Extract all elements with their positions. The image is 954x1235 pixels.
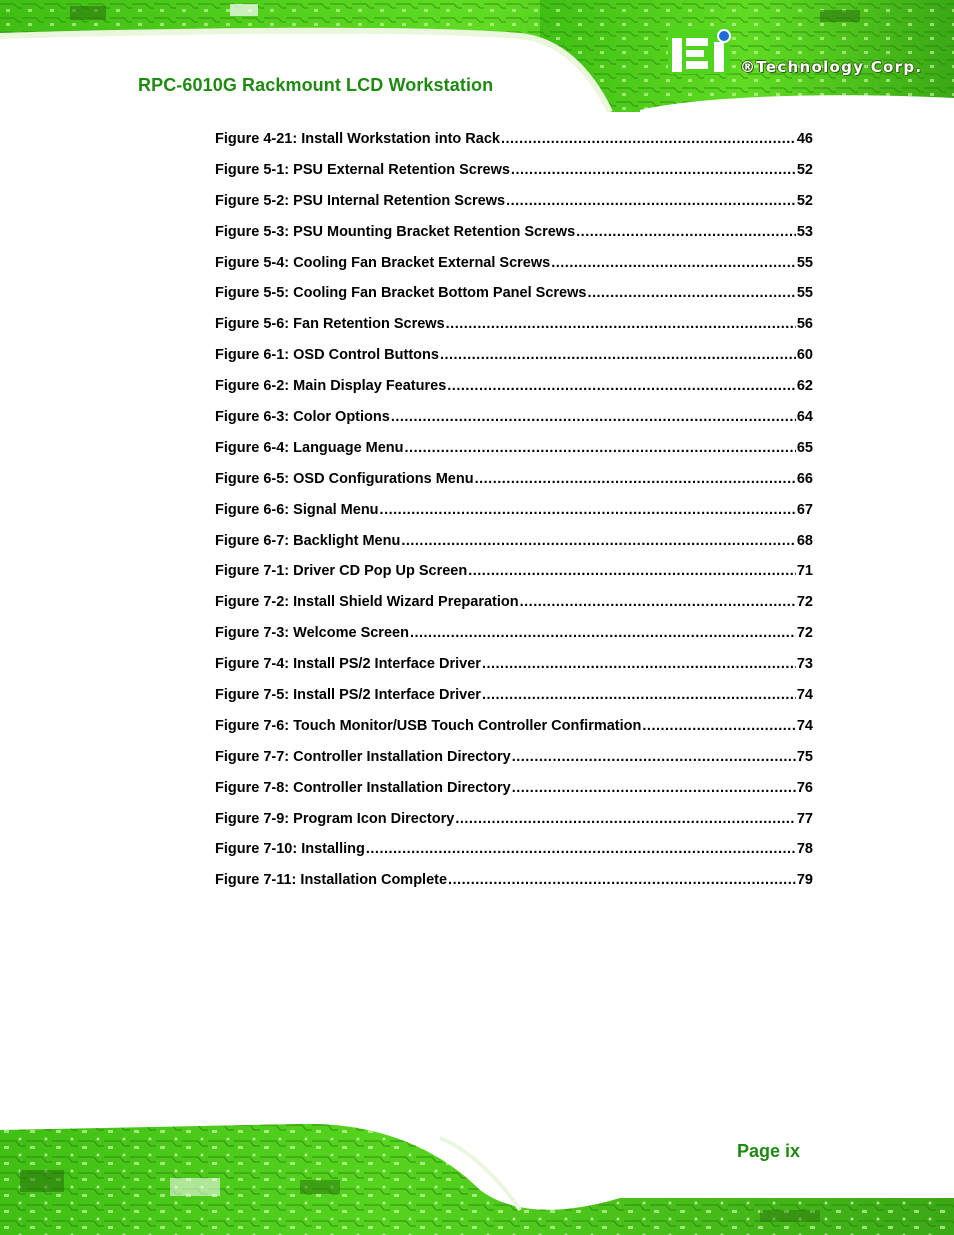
toc-page-number: 52 bbox=[796, 161, 813, 178]
toc-label: Figure 7-1: Driver CD Pop Up Screen bbox=[215, 563, 468, 580]
toc-entry[interactable] bbox=[215, 471, 813, 502]
toc-entry[interactable] bbox=[215, 131, 813, 162]
document-title: RPC-6010G Rackmount LCD Workstation bbox=[138, 75, 494, 95]
dot-leader bbox=[551, 255, 796, 271]
dot-leader bbox=[391, 409, 796, 425]
toc-entry[interactable] bbox=[215, 563, 813, 594]
toc-page-number: 55 bbox=[796, 254, 813, 271]
toc-page-number: 67 bbox=[796, 501, 813, 518]
toc-page-number: 53 bbox=[796, 223, 813, 240]
toc-entry[interactable] bbox=[215, 255, 813, 286]
toc-entry[interactable] bbox=[215, 841, 813, 872]
toc-entry[interactable] bbox=[215, 378, 813, 409]
toc-label: Figure 7-9: Program Icon Directory bbox=[215, 810, 455, 827]
dot-leader bbox=[380, 502, 796, 518]
toc-page-number: 74 bbox=[796, 717, 813, 734]
toc-page-number: 52 bbox=[796, 192, 813, 209]
toc-page-number: 71 bbox=[796, 563, 813, 580]
toc-label: Figure 7-11: Installation Complete bbox=[215, 872, 448, 889]
toc-label: Figure 7-2: Install Shield Wizard Preparation bbox=[215, 594, 519, 611]
toc-label: Figure 6-7: Backlight Menu bbox=[215, 532, 401, 549]
dot-leader bbox=[576, 224, 796, 240]
dot-leader bbox=[455, 811, 796, 827]
dot-leader bbox=[587, 285, 795, 301]
toc-entry[interactable] bbox=[215, 872, 813, 903]
dot-leader bbox=[475, 471, 796, 487]
toc-label: Figure 5-5: Cooling Fan Bracket Bottom Panel Screws bbox=[215, 285, 587, 302]
dot-leader bbox=[482, 656, 796, 672]
toc-label: Figure 5-1: PSU External Retention Screws bbox=[215, 161, 510, 178]
toc-label: Figure 7-6: Touch Monitor/USB Touch Controller Confirmation bbox=[215, 717, 642, 734]
toc-page-number: 74 bbox=[796, 687, 813, 704]
toc-entry[interactable] bbox=[215, 780, 813, 811]
dot-leader bbox=[512, 780, 796, 796]
toc-page-number: 72 bbox=[796, 625, 813, 642]
toc-entry[interactable] bbox=[215, 316, 813, 347]
list-of-figures bbox=[215, 131, 813, 903]
toc-page-number: 66 bbox=[796, 470, 813, 487]
toc-page-number: 77 bbox=[796, 810, 813, 827]
toc-page-number: 78 bbox=[796, 841, 813, 858]
toc-page-number: 73 bbox=[796, 656, 813, 673]
toc-entry[interactable] bbox=[215, 409, 813, 440]
toc-label: Figure 5-4: Cooling Fan Bracket External Screws bbox=[215, 254, 551, 271]
dot-leader bbox=[511, 162, 796, 178]
toc-label: Figure 7-4: Install PS/2 Interface Driver bbox=[215, 656, 481, 673]
toc-page-number: 75 bbox=[796, 748, 813, 765]
dot-leader bbox=[440, 347, 796, 363]
toc-entry[interactable] bbox=[215, 193, 813, 224]
toc-entry[interactable] bbox=[215, 718, 813, 749]
toc-page-number: 56 bbox=[796, 316, 813, 333]
toc-label: Figure 5-2: PSU Internal Retention Screws bbox=[215, 192, 506, 209]
toc-entry[interactable] bbox=[215, 347, 813, 378]
toc-page-number: 72 bbox=[796, 594, 813, 611]
dot-leader bbox=[642, 718, 795, 734]
toc-label: Figure 7-7: Controller Installation Directory bbox=[215, 748, 511, 765]
toc-entry[interactable] bbox=[215, 224, 813, 255]
toc-label: Figure 7-5: Install PS/2 Interface Driver bbox=[215, 687, 481, 704]
toc-label: Figure 6-6: Signal Menu bbox=[215, 501, 379, 518]
toc-label: Figure 6-3: Color Options bbox=[215, 409, 390, 426]
toc-page-number: 62 bbox=[796, 378, 813, 395]
toc-label: Figure 6-5: OSD Configurations Menu bbox=[215, 470, 474, 487]
toc-label: Figure 6-1: OSD Control Buttons bbox=[215, 347, 439, 364]
dot-leader bbox=[405, 440, 796, 456]
toc-label: Figure 7-10: Installing bbox=[215, 841, 365, 858]
dot-leader bbox=[501, 131, 796, 147]
dot-leader bbox=[448, 872, 796, 888]
toc-entry[interactable] bbox=[215, 502, 813, 533]
toc-page-number: 65 bbox=[796, 439, 813, 456]
dot-leader bbox=[482, 687, 796, 703]
page-number: Page ix bbox=[737, 1141, 801, 1161]
toc-entry[interactable] bbox=[215, 440, 813, 471]
brand-logo-text: ®Technology Corp. bbox=[740, 58, 923, 76]
toc-label: Figure 7-3: Welcome Screen bbox=[215, 625, 409, 642]
toc-entry[interactable] bbox=[215, 749, 813, 780]
dot-leader bbox=[520, 594, 796, 610]
toc-entry[interactable] bbox=[215, 811, 813, 842]
dot-leader bbox=[410, 625, 796, 641]
dot-leader bbox=[366, 841, 796, 857]
dot-leader bbox=[512, 749, 796, 765]
toc-page-number: 60 bbox=[796, 347, 813, 364]
toc-entry[interactable] bbox=[215, 656, 813, 687]
toc-label: Figure 5-3: PSU Mounting Bracket Retention Screws bbox=[215, 223, 576, 240]
toc-page-number: 76 bbox=[796, 779, 813, 796]
toc-label: Figure 4-21: Install Workstation into Rack bbox=[215, 131, 500, 147]
toc-label: Figure 6-4: Language Menu bbox=[215, 439, 404, 456]
dot-leader bbox=[506, 193, 796, 209]
toc-page-number: 79 bbox=[796, 872, 813, 889]
dot-leader bbox=[468, 563, 796, 579]
toc-page-number: 64 bbox=[796, 409, 813, 426]
toc-entry[interactable] bbox=[215, 687, 813, 718]
toc-page-number: 55 bbox=[796, 285, 813, 302]
toc-entry[interactable] bbox=[215, 162, 813, 193]
toc-page-number: 68 bbox=[796, 532, 813, 549]
dot-leader bbox=[401, 533, 796, 549]
toc-label: Figure 6-2: Main Display Features bbox=[215, 378, 447, 395]
toc-entry[interactable] bbox=[215, 625, 813, 656]
toc-entry[interactable] bbox=[215, 594, 813, 625]
dot-leader bbox=[446, 316, 796, 332]
toc-page-number: 46 bbox=[796, 131, 813, 147]
toc-entry[interactable] bbox=[215, 533, 813, 564]
toc-label: Figure 7-8: Controller Installation Directory bbox=[215, 779, 511, 796]
toc-label: Figure 5-6: Fan Retention Screws bbox=[215, 316, 445, 333]
footer-circuit-banner bbox=[0, 1120, 954, 1235]
dot-leader bbox=[447, 378, 796, 394]
toc-entry[interactable] bbox=[215, 285, 813, 316]
